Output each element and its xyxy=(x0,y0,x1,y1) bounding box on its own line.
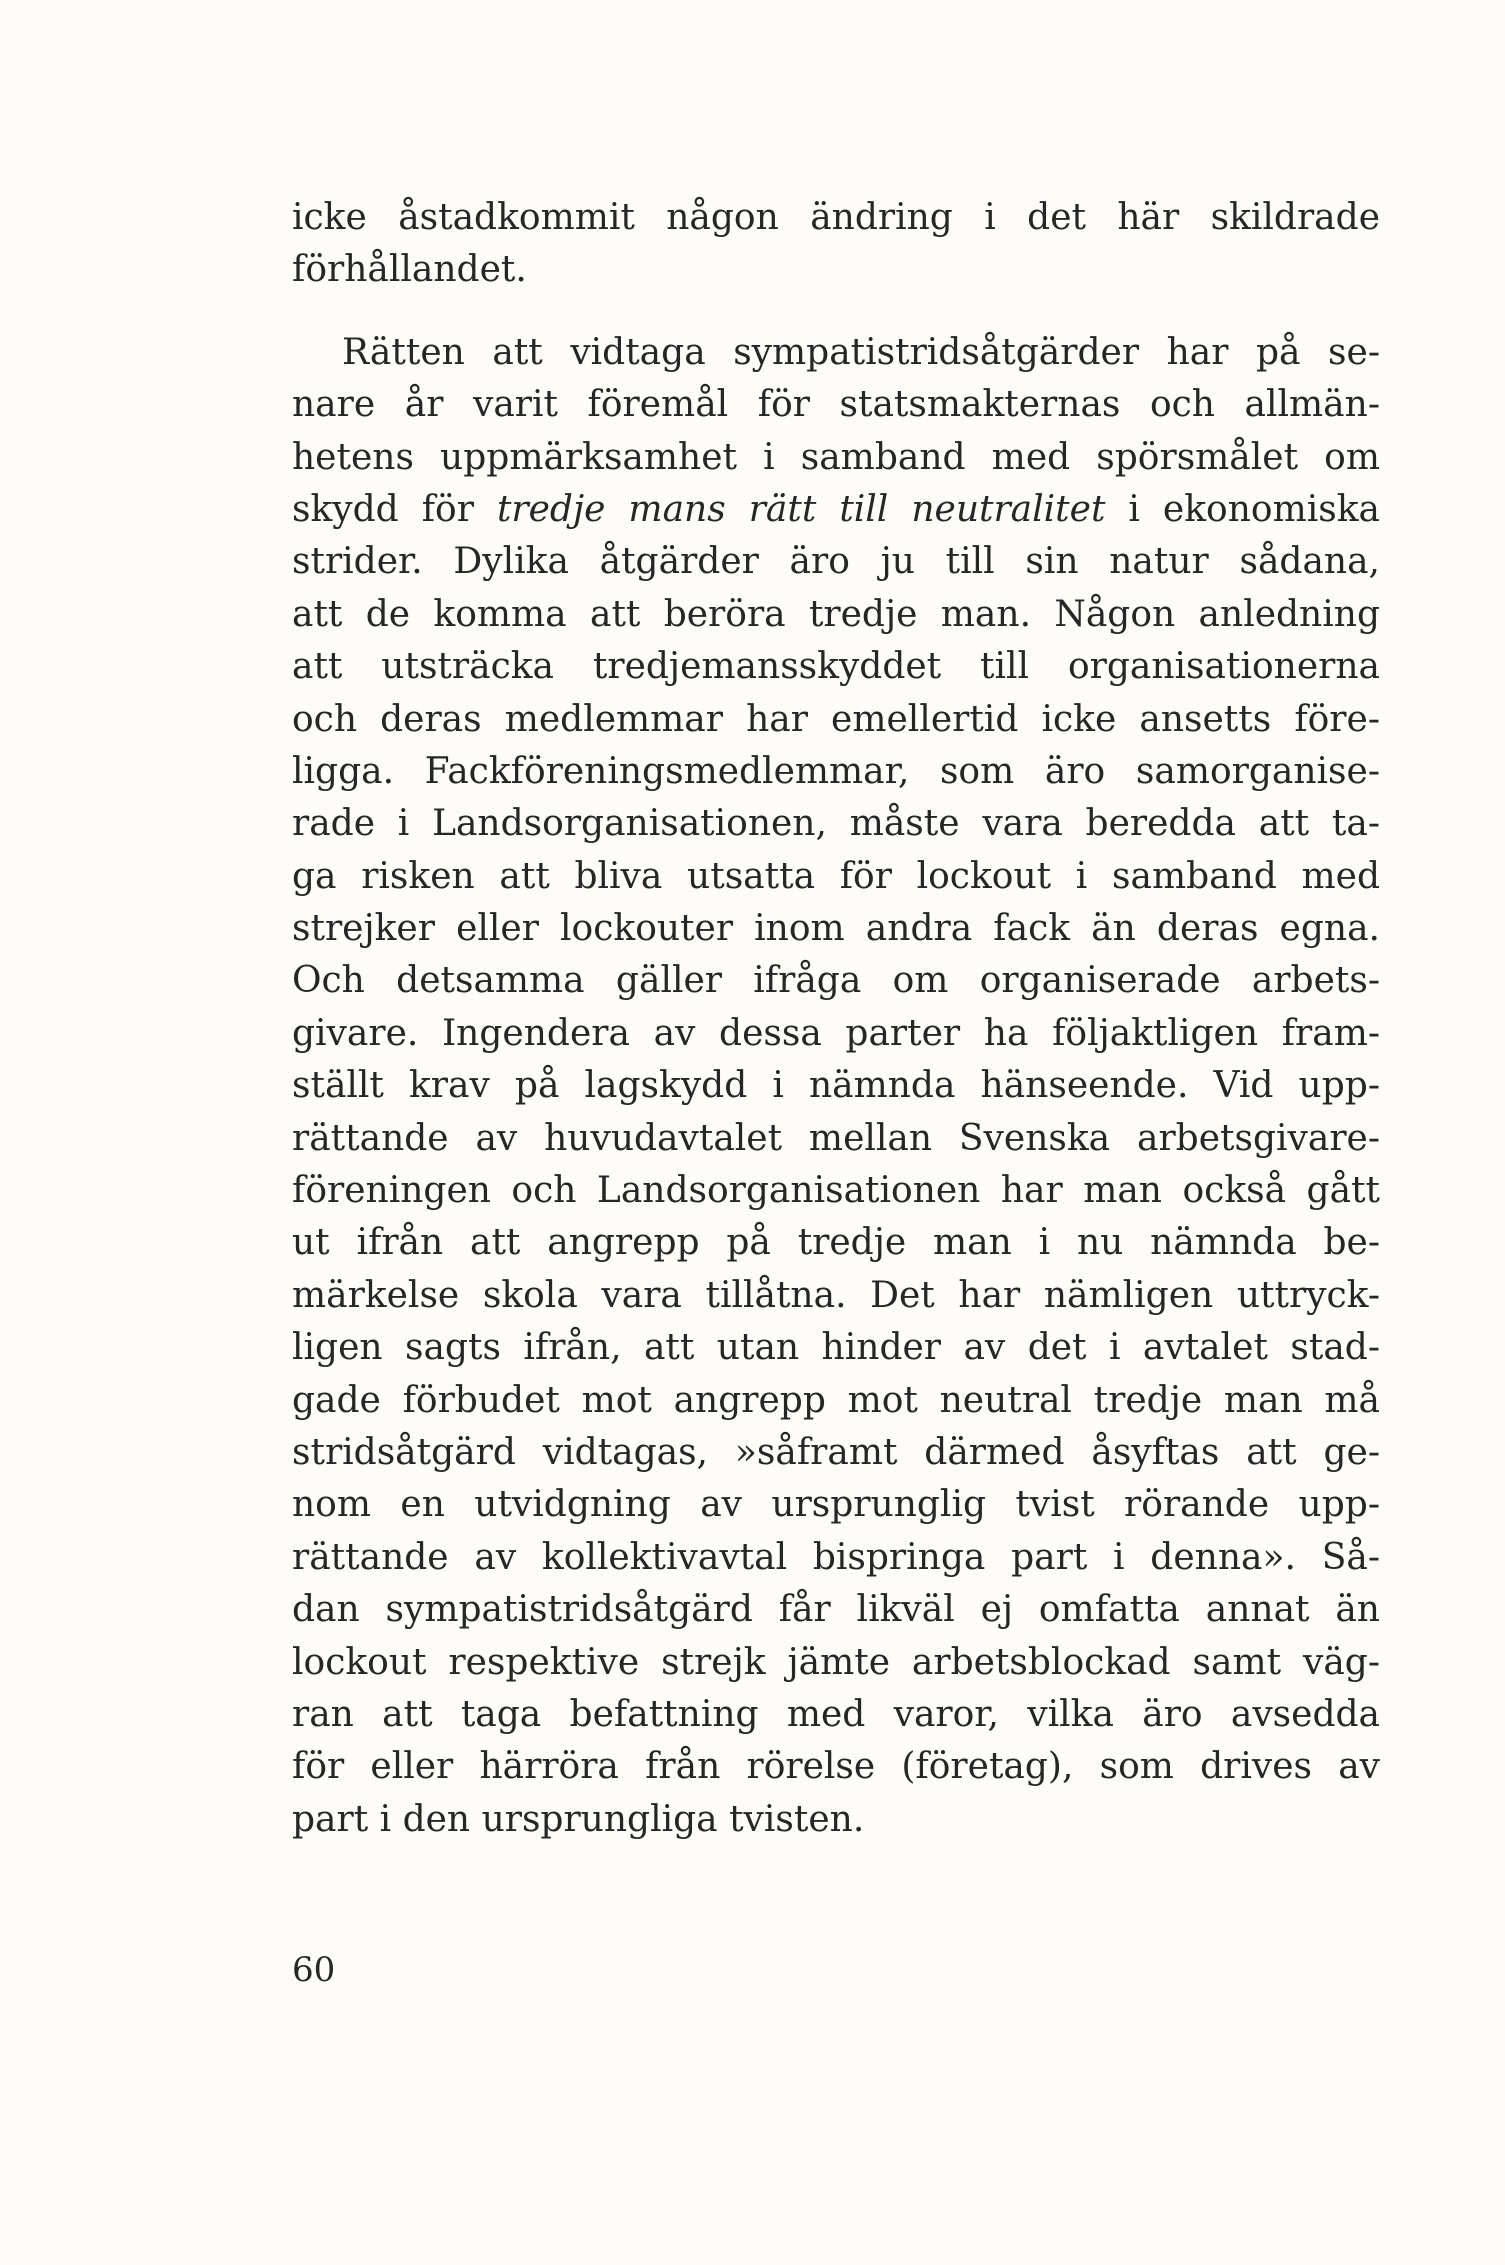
page-number: 60 xyxy=(292,1950,336,1990)
text-line-with-emphasis xyxy=(292,484,1380,536)
text-line: att de komma att beröra tredje man. Någon anledning xyxy=(292,593,1380,635)
text-line: Och detsamma gäller ifråga om organiserade arbets- xyxy=(292,960,1380,1002)
text-line: strejker eller lockouter inom andra fack än deras egna. xyxy=(292,908,1380,950)
text-line: hetens uppmärksamhet i samband med spörsmålet om xyxy=(292,436,1380,478)
text-line: nare år varit föremål för statsmakternas och allmän- xyxy=(292,384,1380,426)
text-line: ligen sagts ifrån, att utan hinder av det i avtalet stad- xyxy=(292,1327,1380,1369)
text-line: föreningen och Landsorganisationen har man också gått xyxy=(292,1170,1380,1212)
text-line: ställt krav på lagskydd i nämnda hänseende. Vid upp- xyxy=(292,1065,1380,1107)
text-line: ran att taga befattning med varor, vilka äro avsedda xyxy=(292,1693,1380,1735)
text-line: märkelse skola vara tillåtna. Det har nämligen uttryck- xyxy=(292,1274,1380,1316)
italic-emphasis: tredje mans rätt till neutralitet xyxy=(496,488,1106,530)
text-line: ligga. Fackföreningsmedlemmar, som äro samorganise- xyxy=(292,750,1380,792)
text-line: ga risken att bliva utsatta för lockout i samband med xyxy=(292,855,1380,897)
text-line: rättande av huvudavtalet mellan Svenska arbetsgivare- xyxy=(292,1117,1380,1159)
text-line: rade i Landsorganisationen, måste vara beredda att ta- xyxy=(292,803,1380,845)
text-line: givare. Ingendera av dessa parter ha följaktligen fram- xyxy=(292,1012,1380,1054)
text-line: gade förbudet mot angrepp mot neutral tredje man må xyxy=(292,1379,1380,1421)
text-line: stridsåtgärd vidtagas, »såframt därmed åsyftas att ge- xyxy=(292,1431,1380,1473)
text-line: förhållandet. xyxy=(292,249,527,291)
text-line: part i den ursprungliga tvisten. xyxy=(292,1798,865,1840)
text-line: lockout respektive strejk jämte arbetsblockad samt väg- xyxy=(292,1641,1380,1683)
text-segment: skydd för xyxy=(292,488,497,530)
text-line: icke åstadkommit någon ändring i det här skildrade xyxy=(292,197,1380,238)
text-line: ut ifrån att angrepp på tredje man i nu nämnda be- xyxy=(292,1222,1380,1264)
text-segment: i ekonomiska xyxy=(1105,488,1380,530)
text-line: rättande av kollektivavtal bispringa part i denna». Så- xyxy=(292,1536,1380,1578)
text-line: strider. Dylika åtgärder äro ju till sin natur sådana, xyxy=(292,541,1380,583)
text-line: för eller härröra från rörelse (företag), som drives av xyxy=(292,1746,1380,1788)
text-line: Rätten att vidtaga sympatistridsåtgärder har på se- xyxy=(342,331,1380,373)
text-line: att utsträcka tredjemansskyddet till organisationerna xyxy=(292,646,1380,688)
text-line: dan sympatistridsåtgärd får likväl ej omfatta annat än xyxy=(292,1589,1380,1631)
text-line: och deras medlemmar har emellertid icke ansetts före- xyxy=(292,698,1380,740)
text-line: nom en utvidgning av ursprunglig tvist rörande upp- xyxy=(292,1484,1380,1526)
body-text xyxy=(292,192,1380,1846)
